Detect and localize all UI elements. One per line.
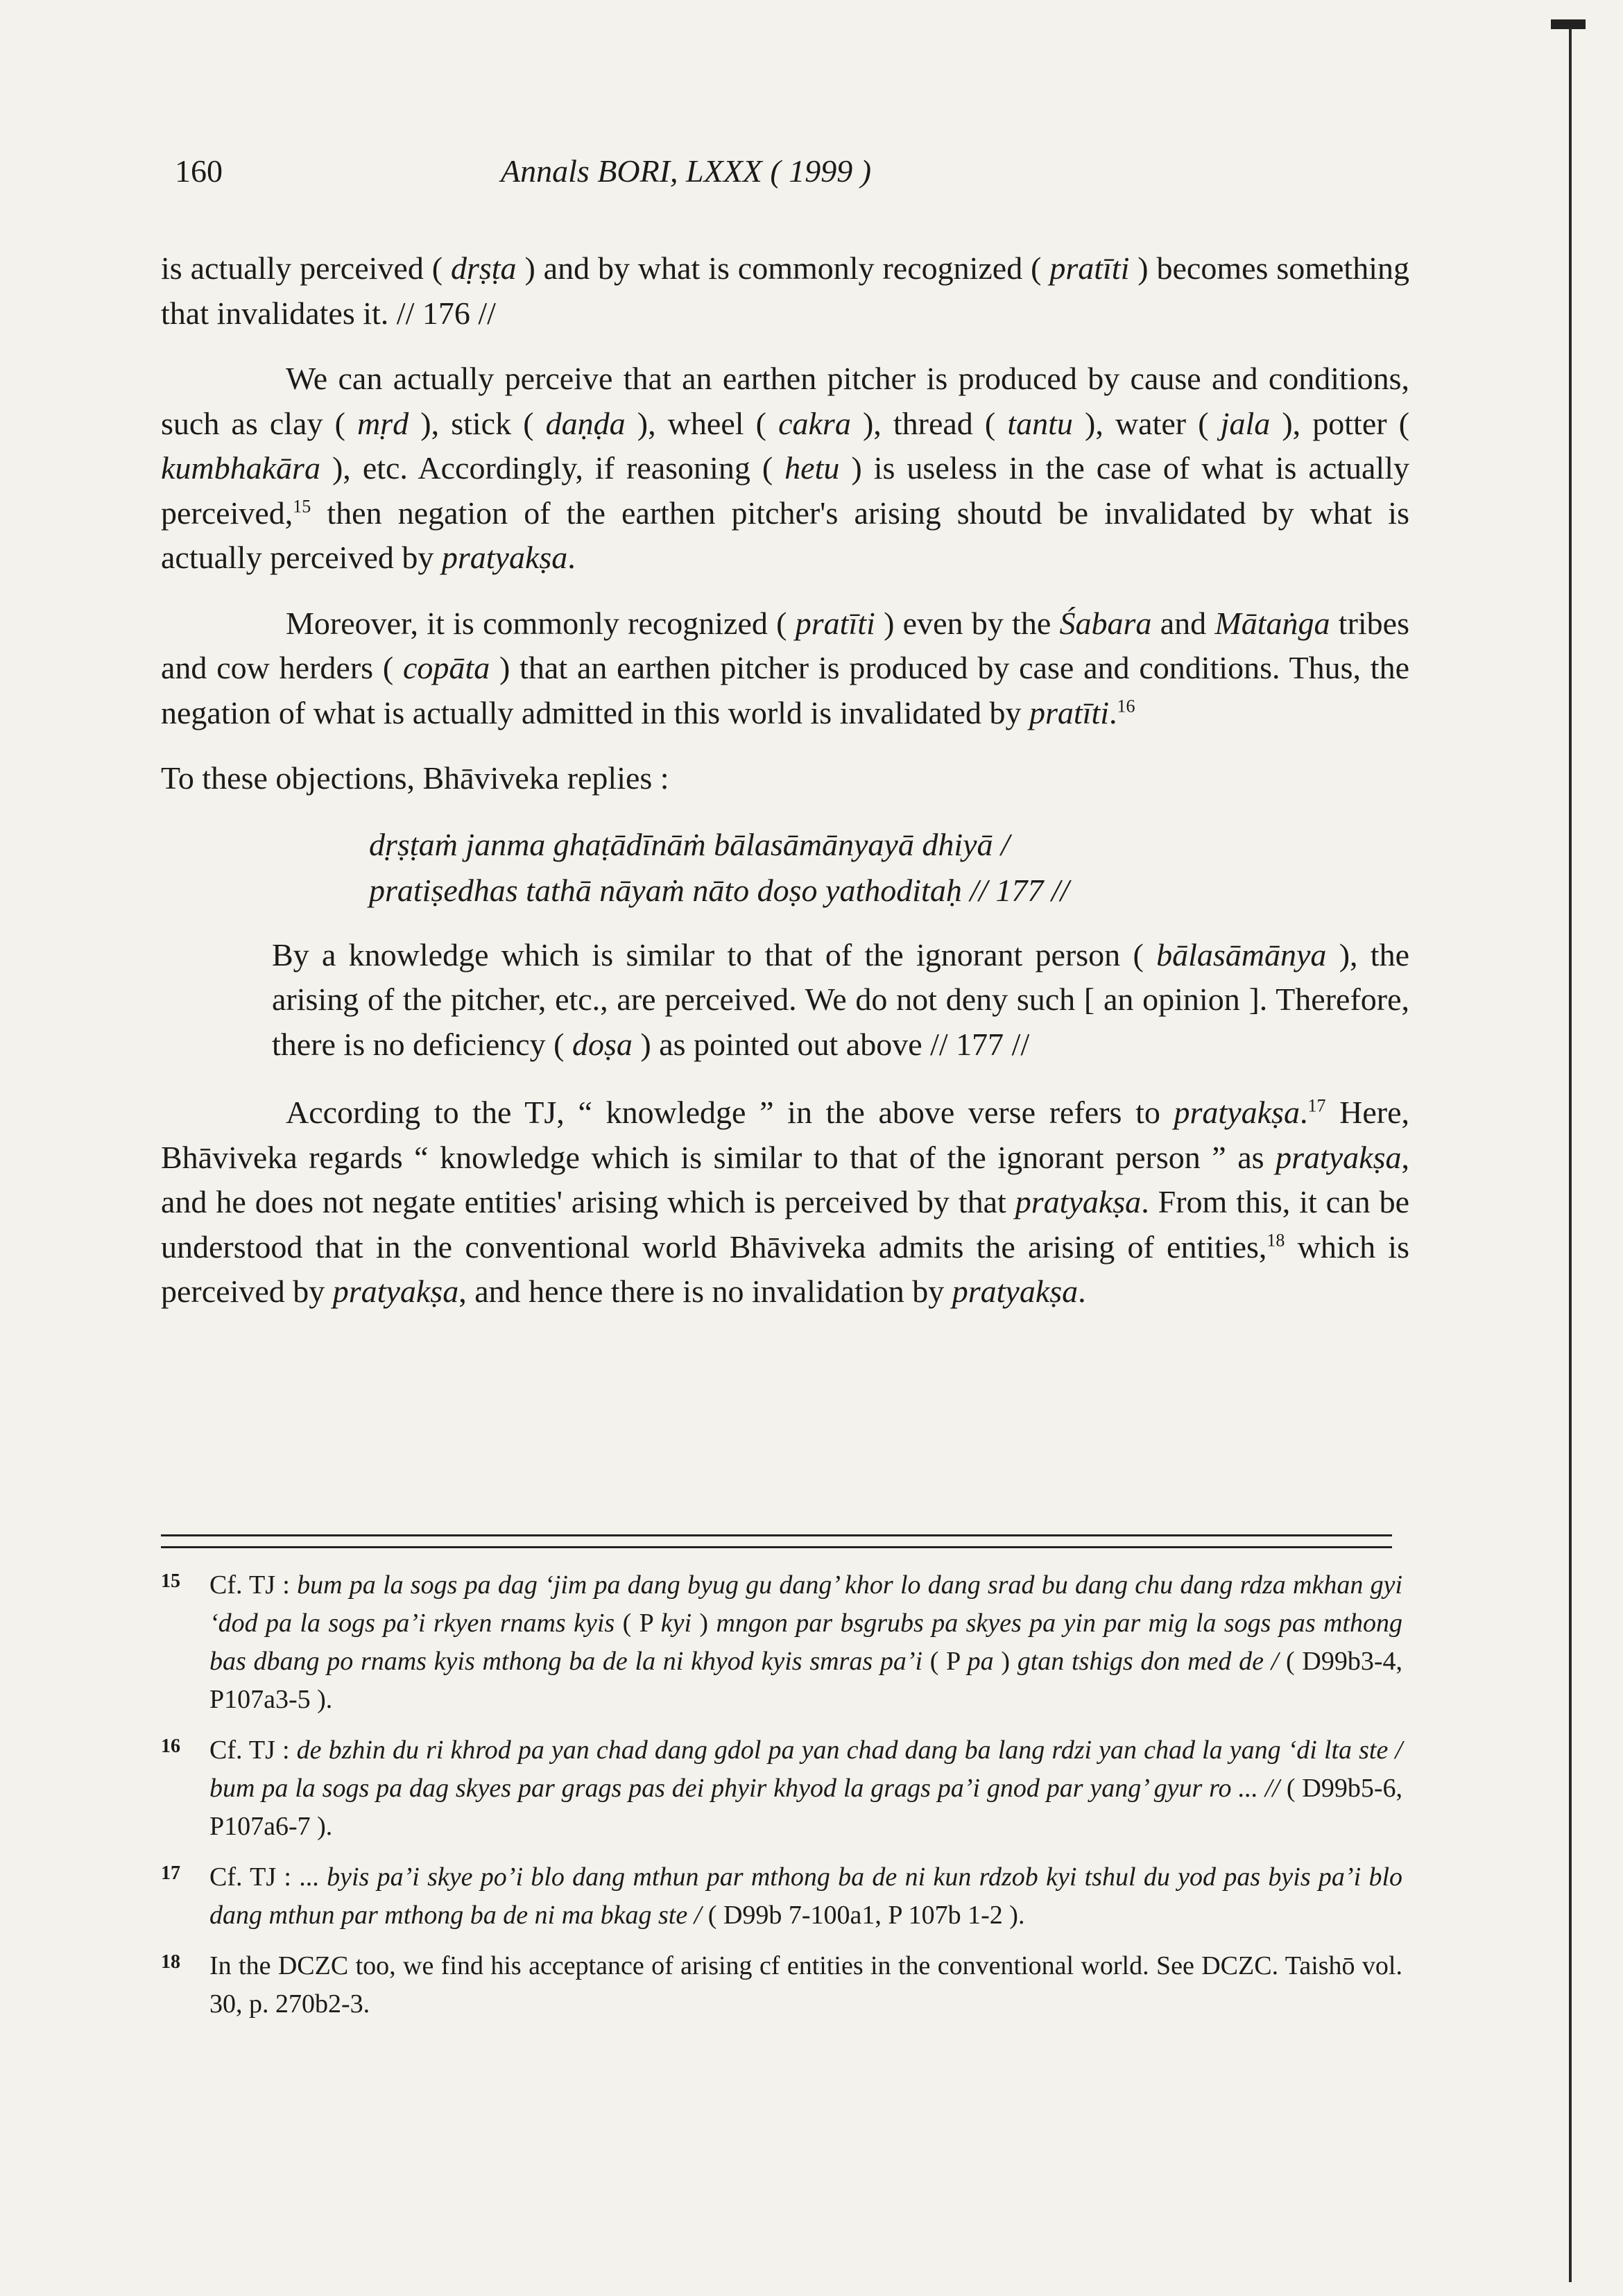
footnote-text: In the DCZC too, we find his acceptance of arising cf entities in the conventional world. See DCZC. Taishō vol. 30, p. 270b2-3.: [209, 1951, 1402, 2019]
scan-mark: [1551, 19, 1586, 29]
paragraph: According to the TJ, “ knowledge ” in the above verse refers to pratyakṣa.$^{17}$ Here, Bhāviveka regards “ knowledge which is similar to that of the ignorant person ” as pratyakṣa, and he does not negate entities' arising which is perceived by that pratyakṣa. From this, it can be understood that in the conventional world Bhāviveka admits the arising of entities,$^{18}$ which is perceived by pratyakṣa, and hence there is no invalidation by pratyakṣa.: [161, 1095, 1409, 1309]
footnotes: [161, 1566, 1402, 2036]
paragraph: Moreover, it is commonly recognized ( pratīti ) even by the Śabara and Mātaṅga tribes and cow herders ( copāta ) that an earthen pitcher is produced by case and conditions. Thus, the negation of what is actually admitted in this world is invalidated by pratīti.$^{16}$: [161, 605, 1409, 730]
footnote-text: Cf. TJ : de bzhin du ri khrod pa yan chad dang gdol pa yan chad dang ba lang rdzi yan chad la yang ‘di lta ste / bum pa la sogs pa dag skyes par grags pas dei phyir khyod la grags pa’i gnod par yang’ gyur ro ... // ( D99b5-6, P107a6-7 ).: [209, 1736, 1402, 1841]
page-number: 160: [175, 153, 223, 189]
page-edge-rule: [1569, 28, 1572, 2282]
footnote-number: 17: [161, 1862, 180, 1884]
footnote-text: Cf. TJ : bum pa la sogs pa dag ‘jim pa dang byug gu dang’ khor lo dang srad bu dang chu dang rdza mkhan gyi ‘dod pa la sogs pa’i rkyen rnams kyis ( P kyi ) mngon par bsgrubs pa skyes pa yin par mig la sogs pas mthong bas dbang po rnams kyis mthong ba de la ni khyod kyis smras pa’i ( P pa ) gtan tshigs don med de / ( D99b3-4, P107a3-5 ).: [209, 1570, 1403, 1714]
footnote-text: Cf. TJ : ... byis pa’i skye po’i blo dang mthun par mthong ba de ni kun rdzob kyi tshul du yod pas byis pa’i blo dang mthun par mthong ba de ni ma bkag ste / ( D99b 7-100a1, P 107b 1-2 ).: [209, 1862, 1403, 1930]
journal-title: Annals BORI, LXXX ( 1999 ): [501, 153, 872, 189]
footnote-number: 16: [161, 1736, 180, 1757]
footnote-separator: [161, 1534, 1392, 1548]
footnote: [161, 1566, 1402, 1719]
footnote-number: 15: [161, 1570, 180, 1592]
commentary-block: By a knowledge which is similar to that of the ignorant person ( bālasāmānya ), the arising of the pitcher, etc., are perceived. We do not deny such [ an opinion ]. Therefore, there is no deficiency ( doṣa ) as pointed out above // 177 //: [272, 936, 1409, 1062]
footnote: [161, 1947, 1402, 2023]
main-text: [161, 246, 1409, 1335]
paragraph: We can actually perceive that an earthen pitcher is produced by cause and conditions, such as clay ( mṛd ), stick ( daṇḍa ), wheel ( cakra ), thread ( tantu ), water ( jala ), potter ( kumbhakāra ), etc. Accordingly, if reasoning ( hetu ) is useless in the case of what is actually perceived,$^{15}$ then negation of the earthen pitcher's arising shoutd be invalidated by what is actually perceived by pratyakṣa.: [161, 361, 1410, 575]
footnote: [161, 1858, 1402, 1935]
footnote: [161, 1731, 1402, 1846]
footnote-number: 18: [161, 1951, 180, 1973]
running-header: [175, 153, 1423, 194]
paragraph: is actually perceived ( dṛṣṭa ) and by what is commonly recognized ( pratīti ) becomes something that invalidates it. // 176 //: [161, 250, 1409, 331]
verse: dṛṣṭaṁ janma ghaṭādīnāṁ bālasāmānyayā dhiyā / pratiṣedhas tathā nāyaṁ nāto doṣo yathoditaḥ // 177 //: [369, 826, 1070, 908]
paragraph: To these objections, Bhāviveka replies :: [161, 760, 669, 796]
